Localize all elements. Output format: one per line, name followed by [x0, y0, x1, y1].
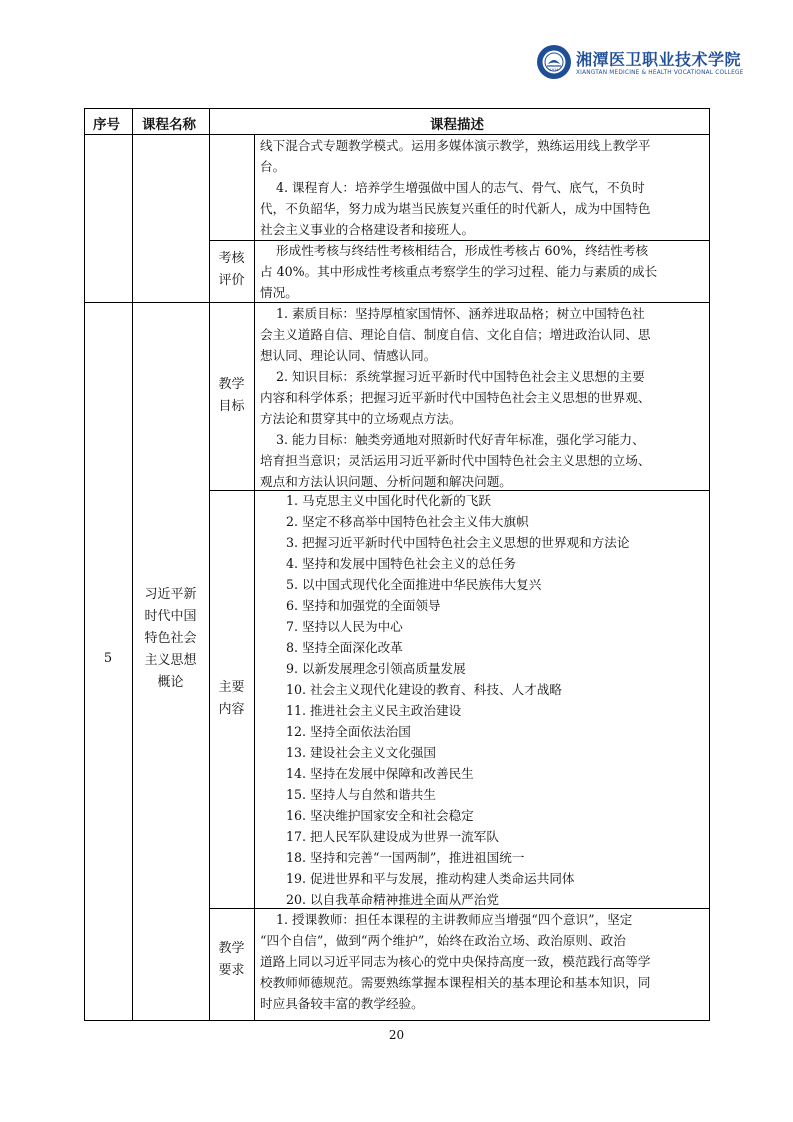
list-item: 19. 促进世界和平与发展，推动构建人类命运共同体	[286, 871, 575, 886]
list-item: 12. 坚持全面依法治国	[286, 724, 411, 739]
course-name: 习近平新 时代中国 特色社会 主义思想 概论	[144, 587, 197, 690]
list-item: 8. 坚持全面深化改革	[286, 640, 403, 655]
college-name-en: XIANGTAN MEDICINE & HEALTH VOCATIONAL COLLEGE	[576, 70, 744, 76]
list-item: 15. 坚持人与自然和谐共生	[286, 787, 436, 802]
list-item: 9. 以新发展理念引领高质量发展	[286, 661, 466, 676]
list-item: 16. 坚决维护国家安全和社会稳定	[286, 808, 474, 823]
list-item: 3. 把握习近平新时代中国特色社会主义思想的世界观和方法论	[286, 535, 630, 550]
header-cell-description: 课程描述	[430, 117, 484, 133]
page-number: 20	[388, 1028, 405, 1042]
requirements-label: 教学 要求	[218, 941, 245, 978]
list-item: 10. 社会主义现代化建设的教育、科技、人才战略	[286, 682, 562, 697]
list-item: 11. 推进社会主义民主政治建设	[286, 703, 462, 718]
list-item: 14. 坚持在发展中保障和改善民生	[286, 766, 474, 781]
header-cell-course-name: 课程名称	[142, 117, 196, 133]
list-item: 7. 坚持以人民为中心	[286, 619, 403, 634]
list-item: 17. 把人民军队建设成为世界一流军队	[286, 829, 499, 844]
svg-text:1934: 1934	[549, 68, 559, 72]
list-item: 20. 以自我革命精神推进全面从严治党	[286, 892, 499, 907]
list-item: 5. 以中国式现代化全面推进中华民族伟大复兴	[286, 577, 542, 592]
list-item: 1. 马克思主义中国化时代化新的飞跃	[286, 493, 491, 508]
assessment-label: 考核 评价	[218, 251, 245, 288]
list-item: 4. 坚持和发展中国特色社会主义的总任务	[286, 556, 517, 571]
objectives-label: 教学 目标	[218, 377, 245, 414]
list-item: 2. 坚定不移高举中国特色社会主义伟大旗帜	[286, 514, 529, 529]
content-label: 主要 内容	[218, 680, 245, 717]
list-item: 18. 坚持和完善“一国两制”，推进祖国统一	[286, 850, 525, 865]
college-name-cn: 湘潭医卫职业技术学院	[576, 50, 742, 69]
row-number: 5	[103, 651, 113, 666]
list-item: 6. 坚持和加强党的全面领导	[286, 598, 441, 613]
list-item: 13. 建设社会主义文化强国	[286, 745, 436, 760]
header-cell-number: 序号	[93, 117, 120, 133]
